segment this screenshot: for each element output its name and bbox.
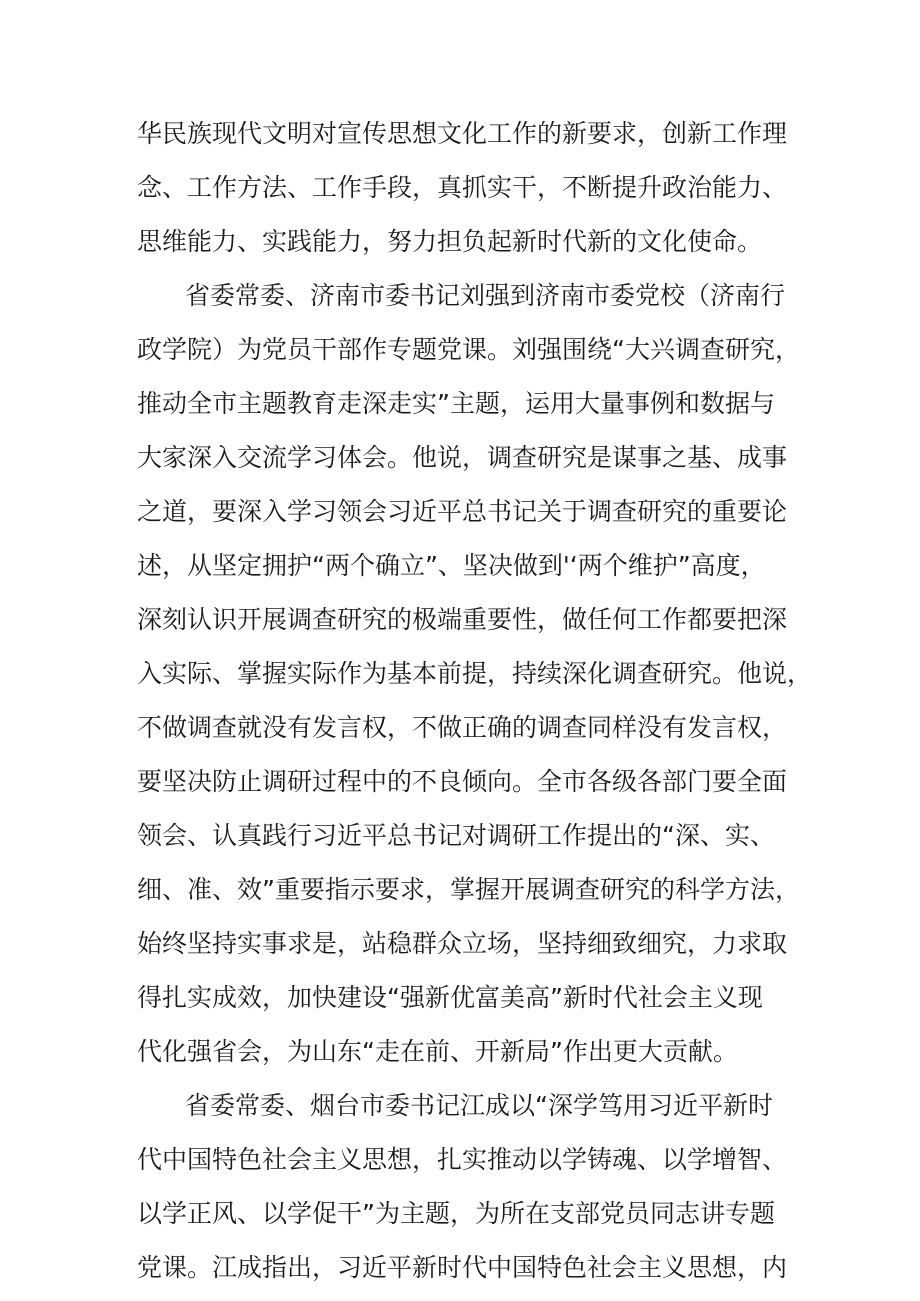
text-line: 得扎实成效，加快建设“强新优富美高”新时代社会主义现 [137,983,763,1012]
text-line: 代中国特色社会主义思想，扎实推动以学铸魂、以学增智、 [137,1145,788,1174]
text-line: 述，从坚定拥护“两个确立”、坚决做到'‘两个维护”高度， [137,551,766,580]
text-line: 代化强省会，为山东“走在前、开新局”作出更大贡献。 [137,1037,738,1066]
text-line: 推动全市主题教育走深走实”主题，运用大量事例和数据与 [137,389,775,418]
text-line: 念、工作方法、工作手段，真抓实干，不断提升政治能力、 [137,173,788,202]
text-line: 政学院）为党员干部作专题党课。刘强围绕“大兴调查研究， [137,335,800,364]
text-line: 之道，要深入学习领会习近平总书记关于调查研究的重要论 [137,497,788,526]
text-line: 细、准、效”重要指示要求，掌握开展调查研究的科学方法， [137,875,800,904]
text-line: 要坚决防止调研过程中的不良倾向。全市各级各部门要全面 [137,767,788,796]
text-line: 不做调查就没有发言权，不做正确的调查同样没有发言权， [137,713,788,742]
text-line: 思维能力、实践能力，努力担负起新时代新的文化使命。 [137,227,763,256]
text-line: 深刻认识开展调查研究的极端重要性，做任何工作都要把深 [137,605,788,634]
text-line: 华民族现代文明对宣传思想文化工作的新要求，创新工作理 [137,119,788,148]
text-line: 大家深入交流学习体会。他说，调查研究是谋事之基、成事 [137,443,788,472]
text-line: 省委常委、烟台市委书记江成以“深学笃用习近平新时 [185,1091,773,1120]
text-line: 始终坚持实事求是，站稳群众立场，坚持细致细究，力求取 [137,929,788,958]
text-line: 党课。江成指出，习近平新时代中国特色社会主义思想，内 [137,1253,788,1282]
text-line: 领会、认真践行习近平总书记对调研工作提出的“深、实、 [137,821,775,850]
text-line: 入实际、掌握实际作为基本前提，持续深化调查研究。他说， [137,659,813,688]
text-line: 以学正风、以学促干”为主题，为所在支部党员同志讲专题 [137,1199,775,1228]
text-line: 省委常委、济南市委书记刘强到济南市委党校（济南行 [185,281,786,310]
